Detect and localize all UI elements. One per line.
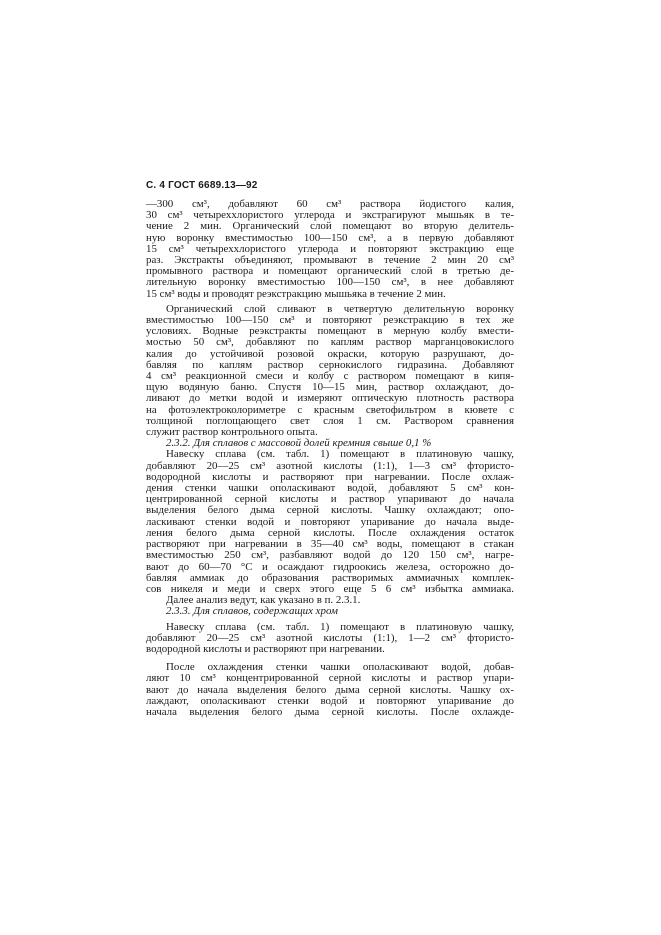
text-line: промывного раствора и помещают органический слой в третью де- — [146, 265, 514, 278]
text-line: бавляя аммиак до образования растворимых аммиачных комплек- — [146, 571, 514, 584]
text-line: выделения белого дыма серной кислоты. Чашку охлаждают; опо- — [146, 504, 514, 517]
page-header: С. 4 ГОСТ 6689.13—92 — [146, 180, 258, 191]
section-heading-2-3-2: 2.3.2. Для сплавов с массовой долей кремния свыше 0,1 % — [166, 437, 432, 450]
text-line: После охлаждения стенки чашки ополаскивают водой, добав- — [166, 661, 514, 674]
text-line: ную воронку вместимостью 100—150 см³, а в первую добавляют — [146, 231, 514, 244]
text-line: добавляют 20—25 см³ азотной кислоты (1:1), 1—2 см³ фтористо- — [146, 631, 514, 644]
text-line: щую водяную баню. Спустя 10—15 мин, раствор охлаждают, до- — [146, 381, 514, 394]
text-line: добавляют 20—25 см³ азотной кислоты (1:1), 1—3 см³ фтористо- — [146, 459, 514, 472]
text-line: ласкивают стенки водой и повторяют упаривание до начала выде- — [146, 515, 514, 528]
text-line: 15 см³ четыреххлористого углерода и повторяют экстракцию еще — [146, 242, 514, 255]
note-reference: Далее анализ ведут, как указано в п. 2.3.1. — [166, 594, 361, 607]
section-heading-2-3-3: 2.3.3. Для сплавов, содержащих хром — [166, 605, 338, 618]
text-line: бавляя по каплям раствор сернокислого гидразина. Добавляют — [146, 358, 514, 371]
text-line: 15 см³ воды и проводят реэкстракцию мышьяка в течение 2 мин. — [146, 287, 446, 300]
text-line: Навеску сплава (см. табл. 1) помещают в платиновую чашку, — [166, 448, 514, 461]
paragraph-1 — [146, 199, 514, 300]
text-line: вместимостью 100—150 см³ и повторяют реэкстракцию в тех же — [146, 314, 514, 327]
text-line: вают до 60—70 °С и осаждают гидроокись железа, осторожно до- — [146, 560, 514, 573]
text-line: служит раствор контрольного опыта. — [146, 426, 318, 439]
text-line: условиях. Водные реэкстракты помещают в мерную колбу вмести- — [146, 325, 514, 338]
text-line: ления белого дыма серной кислоты. После охлаждения остаток — [146, 526, 514, 539]
text-line: ливают до метки водой и измеряют оптическую плотность раствора — [146, 392, 514, 405]
text-line: толщиной поглощающего свет слоя 1 см. Раствором сравнения — [146, 414, 514, 427]
text-line: вместимостью 250 см³, разбавляют водой до 120 150 см³, нагре- — [146, 549, 514, 562]
paragraph-2 — [146, 304, 514, 438]
text-line: на фотоэлектроколориметре с красным светофильтром в кювете с — [146, 403, 514, 416]
text-line: растворяют при нагревании в 35—40 см³ воды, помещают в стакан — [146, 538, 514, 551]
text-line: мостью 50 см³, добавляют по каплям раствор марганцовокислого — [146, 336, 514, 349]
text-line: сов никеля и меди и сверх этого еще 5 6 см³ избытка аммиака. — [146, 582, 514, 595]
paragraph-3 — [146, 449, 514, 595]
text-line: лительную воронку вместимостью 100—150 см³, в нее добавляют — [146, 276, 514, 289]
paragraph-5 — [146, 662, 514, 718]
text-line: калия до устойчивой розовой окраски, которую разрушают, до- — [146, 347, 514, 360]
text-line: 30 см³ четыреххлористого углерода и экстрагируют мышьяк в те- — [146, 209, 514, 222]
text-line: водородной кислоты и растворяют при нагревании. — [146, 642, 385, 655]
text-line: центрированной серной кислоты и раствор упаривают до начала — [146, 493, 514, 506]
text-line: ляют 10 см³ концентрированной серной кислоты и раствор упари- — [146, 672, 514, 685]
paragraph-4 — [146, 622, 514, 656]
text-line: Органический слой сливают в четвертую делительную воронку — [166, 302, 514, 315]
text-line: вают до начала выделения белого дыма серной кислоты. Чашку ох- — [146, 683, 514, 696]
text-line: —300 см³, добавляют 60 см³ раствора йодистого калия, — [146, 198, 514, 210]
text-line: начала выделения белого дыма серной кислоты. После охлажде- — [146, 705, 514, 718]
text-line: чение 2 мин. Органический слой помещают во вторую делитель- — [146, 220, 514, 233]
text-line: Навеску сплава (см. табл. 1) помещают в платиновую чашку, — [166, 620, 514, 633]
text-line: раз. Экстракты объединяют, промывают в течение 2 мин 20 см³ — [146, 254, 514, 267]
text-line: водородной кислоты и растворяют при нагревании. После охлаж- — [146, 470, 514, 483]
text-line: лаждают, ополаскивают стенки водой и повторяют упаривание до — [146, 694, 514, 707]
text-line: 4 см³ реакционной смеси и колбу с раствором помещают в кипя- — [146, 370, 514, 383]
body-text — [146, 199, 514, 718]
text-line: дения стенки чашки ополаскивают водой, добавляют 5 см³ кон- — [146, 482, 514, 495]
